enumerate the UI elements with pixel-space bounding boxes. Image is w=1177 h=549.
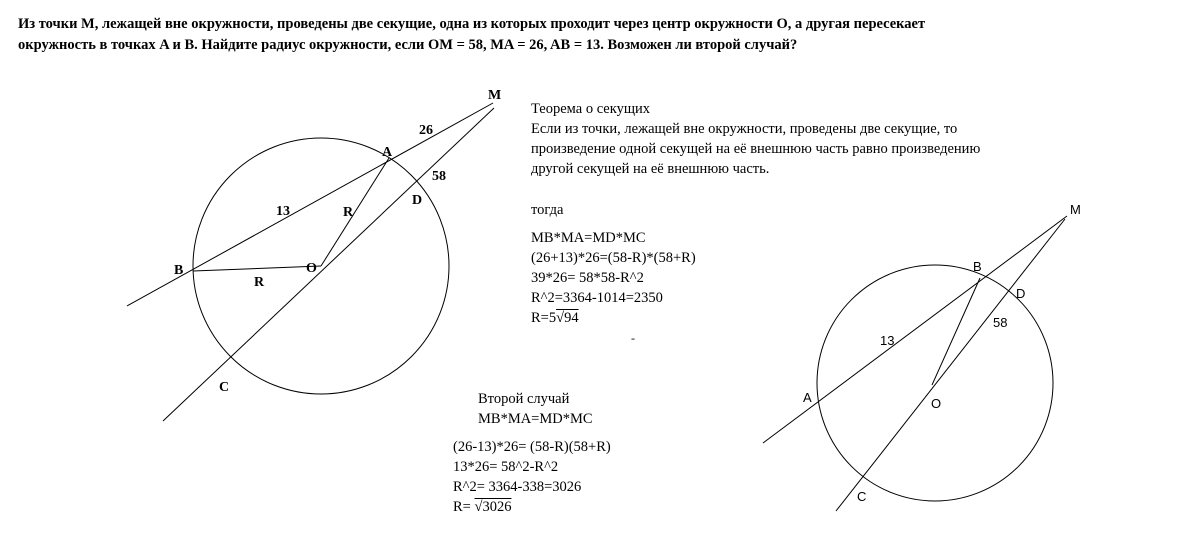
solution1-intro: тогда (531, 202, 564, 218)
secant-mdoc (163, 108, 494, 421)
radius-bo (193, 266, 321, 271)
theorem-line-3: другой секущей на её внешнюю часть. (531, 161, 770, 177)
label-r-ao: R (343, 205, 354, 220)
label-b-2: B (973, 259, 982, 274)
theorem-line-2: произведение одной секущей на её внешнюю часть равно произведению (531, 141, 981, 157)
solution1-step-5 (531, 308, 696, 328)
solution1-step-3: 39*26= 58*58-R^2 (531, 270, 644, 286)
solution1-step-4: R^2=3364-1014=2350 (531, 290, 663, 306)
solution2-step-3: R^2= 3364-338=3026 (453, 479, 582, 495)
case-2-header (478, 389, 593, 429)
case2-formula: MB*MA=MD*MC (478, 411, 593, 427)
theorem-block (531, 99, 980, 179)
label-13: 13 (276, 204, 290, 219)
label-58: 58 (432, 169, 446, 184)
radius-ao (321, 158, 389, 266)
solution1-step-1: MB*MA=MD*MC (531, 230, 646, 246)
problem-line-2: окружность в точках A и B. Найдите радиус окружности, если OM = 58, MA = 26, AB = 13. Возможен ли второй случай? (18, 37, 798, 53)
label-26: 26 (419, 123, 433, 138)
label-m: M (488, 88, 502, 103)
label-o-2: O (931, 396, 942, 411)
case2-title: Второй случай (478, 391, 570, 407)
label-o: O (306, 261, 317, 276)
label-c-2: C (857, 489, 867, 504)
theorem-line-1: Если из точки, лежащей вне окружности, проведены две секущие, то (531, 121, 958, 137)
solution2-step-1: (26-13)*26= (58-R)(58+R) (453, 439, 611, 455)
theorem-title: Теорема о секущих (531, 101, 651, 117)
figure-2 (763, 202, 1081, 511)
solution2-answer-root: √3026 (474, 499, 512, 515)
label-58-2: 58 (993, 315, 1008, 330)
figure-1 (127, 88, 501, 421)
label-m-2: M (1070, 202, 1081, 217)
solution1-answer-prefix: R=5 (531, 310, 557, 326)
problem-line-1: Из точки M, лежащей вне окружности, проведены две секущие, одна из которых проходит через центр окружности O, а другая пересекает (18, 16, 926, 32)
segment-ob (932, 278, 980, 385)
label-r-bo: R (254, 275, 265, 290)
label-a-2: A (803, 390, 812, 405)
label-c: C (219, 380, 230, 395)
solution2-step-4 (453, 497, 611, 517)
stray-mark: - (631, 331, 635, 345)
secant-mba (763, 216, 1067, 443)
label-b: B (174, 263, 184, 278)
solution-case-2 (453, 437, 611, 517)
label-13-2: 13 (880, 333, 895, 348)
label-d: D (412, 193, 423, 208)
label-a: A (382, 145, 393, 160)
solution-case-1 (531, 200, 696, 328)
solution1-answer-root: √94 (556, 310, 579, 326)
label-d-2: D (1016, 286, 1026, 301)
secant-mdoc-2 (836, 219, 1065, 511)
solution2-step-2: 13*26= 58^2-R^2 (453, 459, 559, 475)
solution1-step-2: (26+13)*26=(58-R)*(58+R) (531, 250, 696, 266)
solution2-answer-prefix: R= (453, 499, 475, 515)
